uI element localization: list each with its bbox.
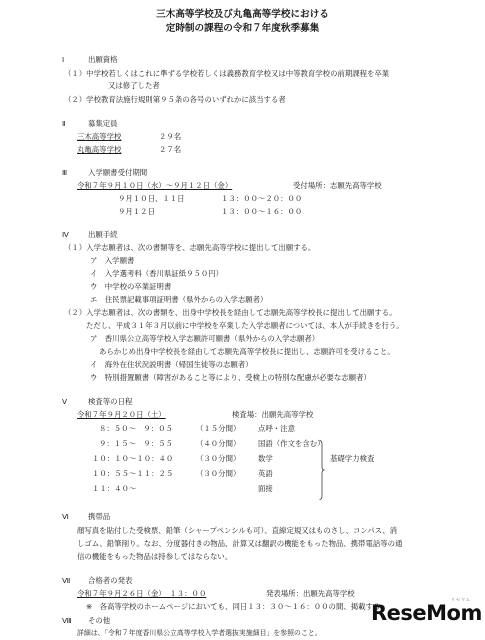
school-name: 丸亀高等学校 (77, 145, 122, 154)
capacity-count: ２７名 (159, 145, 182, 154)
section-1-item1-cont: 又は修了した者 (108, 81, 160, 90)
procedure-item2-note: ただし、平成３１年３月以前に中学校を卒業した入学志願者については、本人が手続きを行う。 (86, 321, 404, 330)
procedure-item2: （２）入学志願者は、次の書類を、出身中学校長を経由して志願先高等学校長に提出して出願する。 (64, 308, 397, 317)
exam-row-subject: 国語（作文を含む） (258, 439, 325, 448)
section-1-item2: （２）学校教育法施行規則第９５条の各号のいずれかに該当する者 (64, 95, 286, 104)
resemom-logo (371, 600, 482, 626)
brace-bracket (319, 440, 325, 500)
belongings-line1: 顔写真を貼付した受検票、鉛筆（シャープペンシルも可）、直線定規又はものさし、コンパス、消 (77, 526, 398, 535)
section-5-heading: 検査等の日程 (88, 397, 133, 406)
section-8-heading: その他 (88, 616, 111, 625)
section-4-number: Ⅳ (62, 230, 69, 239)
announcement-place: 発表場所：出願先高等学校 (266, 589, 355, 598)
application-day1: ９月１０日、１１日 (118, 194, 185, 203)
exam-row-subject: 数学 (258, 454, 273, 463)
resemom-logo-text: ReseMom (371, 601, 482, 625)
section-5-number: Ⅴ (62, 397, 68, 406)
document-title-line1: 三木高等学校及び丸亀高等学校における (156, 9, 329, 20)
exam-row-time: １０：１０～１０：４０ (92, 454, 174, 463)
exam-row-time: ９：１５～ ９：５５ (99, 439, 173, 448)
capacity-count: ２９名 (159, 132, 182, 141)
procedure-item2-a: ア 香川県公立高等学校入学志願許可願書（県外からの入学志願者） (90, 334, 320, 343)
exam-row-subject: 面接 (258, 484, 273, 493)
exam-row-time: ８：５０～ ９：０５ (99, 424, 173, 433)
exam-place: 検査場：出願先高等学校 (232, 410, 314, 419)
section-1-heading: 出願資格 (88, 55, 118, 64)
procedure-item1-e: エ 住民票記載事項証明書（県外からの入学志願者） (90, 295, 268, 304)
section-1-number: Ⅰ (62, 55, 65, 64)
other-details: 詳細は、「令和７年度香川県公立高等学校入学者選抜実施細目」を参照のこと。 (77, 629, 322, 637)
school-name: 三木高等学校 (77, 132, 122, 141)
section-2-heading: 募集定員 (88, 119, 118, 128)
section-3-number: Ⅲ (62, 168, 68, 177)
application-day2: ９月１２日 (118, 207, 155, 216)
exam-row-subject: 点呼・注意 (258, 424, 295, 433)
capacity-row-miki (77, 132, 212, 141)
exam-row-duration: （３０分間） (196, 454, 241, 463)
application-period: 令和７年９月１０日（水）～９月１２日（金） (77, 181, 233, 190)
basic-skills-exam-label: 基礎学力検査 (330, 454, 375, 463)
section-1-item1: （１）中学校若しくはこれに準ずる学校若しくは義務教育学校又は中等教育学校の前期課程を卒業 (64, 69, 390, 78)
announcement-date: 令和７年９月２６日（金） １３：００ (77, 589, 207, 598)
resemom-logo-ruby: リセマム (451, 597, 471, 602)
section-7-number: Ⅶ (62, 576, 71, 585)
procedure-item2-a-cont: あらかじめ出身中学校長を経由して志願先高等学校長に提出し、志願許可を受けること。 (99, 347, 395, 356)
section-4-heading: 出願手続 (88, 230, 118, 239)
procedure-item2-i: イ 海外在住状況説明書（帰国生徒等の志願者） (90, 360, 253, 369)
belongings-line3: 信の機能をもった物品は持参してはならない。 (77, 552, 233, 561)
procedure-item2-u: ウ 特別措置願書（障害があること等により、受検上の特別な配慮が必要な志願者） (90, 373, 371, 382)
document-title-line2: 定時制の課程の令和７年度秋季募集 (165, 23, 320, 34)
application-time2: １３：００～１６：００ (221, 207, 303, 216)
exam-row-time: １０：５５～１１：２５ (92, 469, 174, 478)
application-time1: １３：００～２０：００ (221, 194, 303, 203)
application-place: 受付場所：志願先高等学校 (293, 181, 382, 190)
section-7-heading: 合格者の発表 (88, 576, 133, 585)
exam-date: 令和７年９月２０日（土） (77, 410, 166, 419)
procedure-item1: （１）入学志願者は、次の書類等を、志願先高等学校に提出して出願する。 (64, 243, 316, 252)
exam-row-duration: （３０分間） (196, 469, 241, 478)
exam-row-duration: （４０分間） (196, 439, 241, 448)
section-6-number: Ⅵ (62, 512, 69, 521)
section-3-heading: 入学願書受付期間 (88, 168, 148, 177)
procedure-item1-u: ウ 中学校の卒業証明書 (90, 282, 172, 291)
section-8-number: Ⅷ (62, 616, 72, 625)
exam-row-subject: 英語 (258, 469, 273, 478)
belongings-line2: しゴム、鉛筆削り。なお、分度器付きの物品、計算又は翻訳の機能をもった物品、携帯電話等の通 (77, 539, 403, 548)
announcement-note: ※ 各高等学校のホームページにおいても、同日１３：３０～１６：００の間、掲載する。 (86, 602, 388, 611)
exam-row-duration: （１５分間） (196, 424, 241, 433)
section-6-heading: 携帯品 (88, 512, 111, 521)
procedure-item1-i: イ 入学選考料（香川県証紙９５０円） (90, 269, 224, 278)
section-2-number: Ⅱ (62, 119, 66, 128)
exam-row-time: １１：４０～ (92, 484, 137, 493)
procedure-item1-a: ア 入学願書 (90, 256, 135, 265)
capacity-row-marugame (77, 145, 212, 154)
